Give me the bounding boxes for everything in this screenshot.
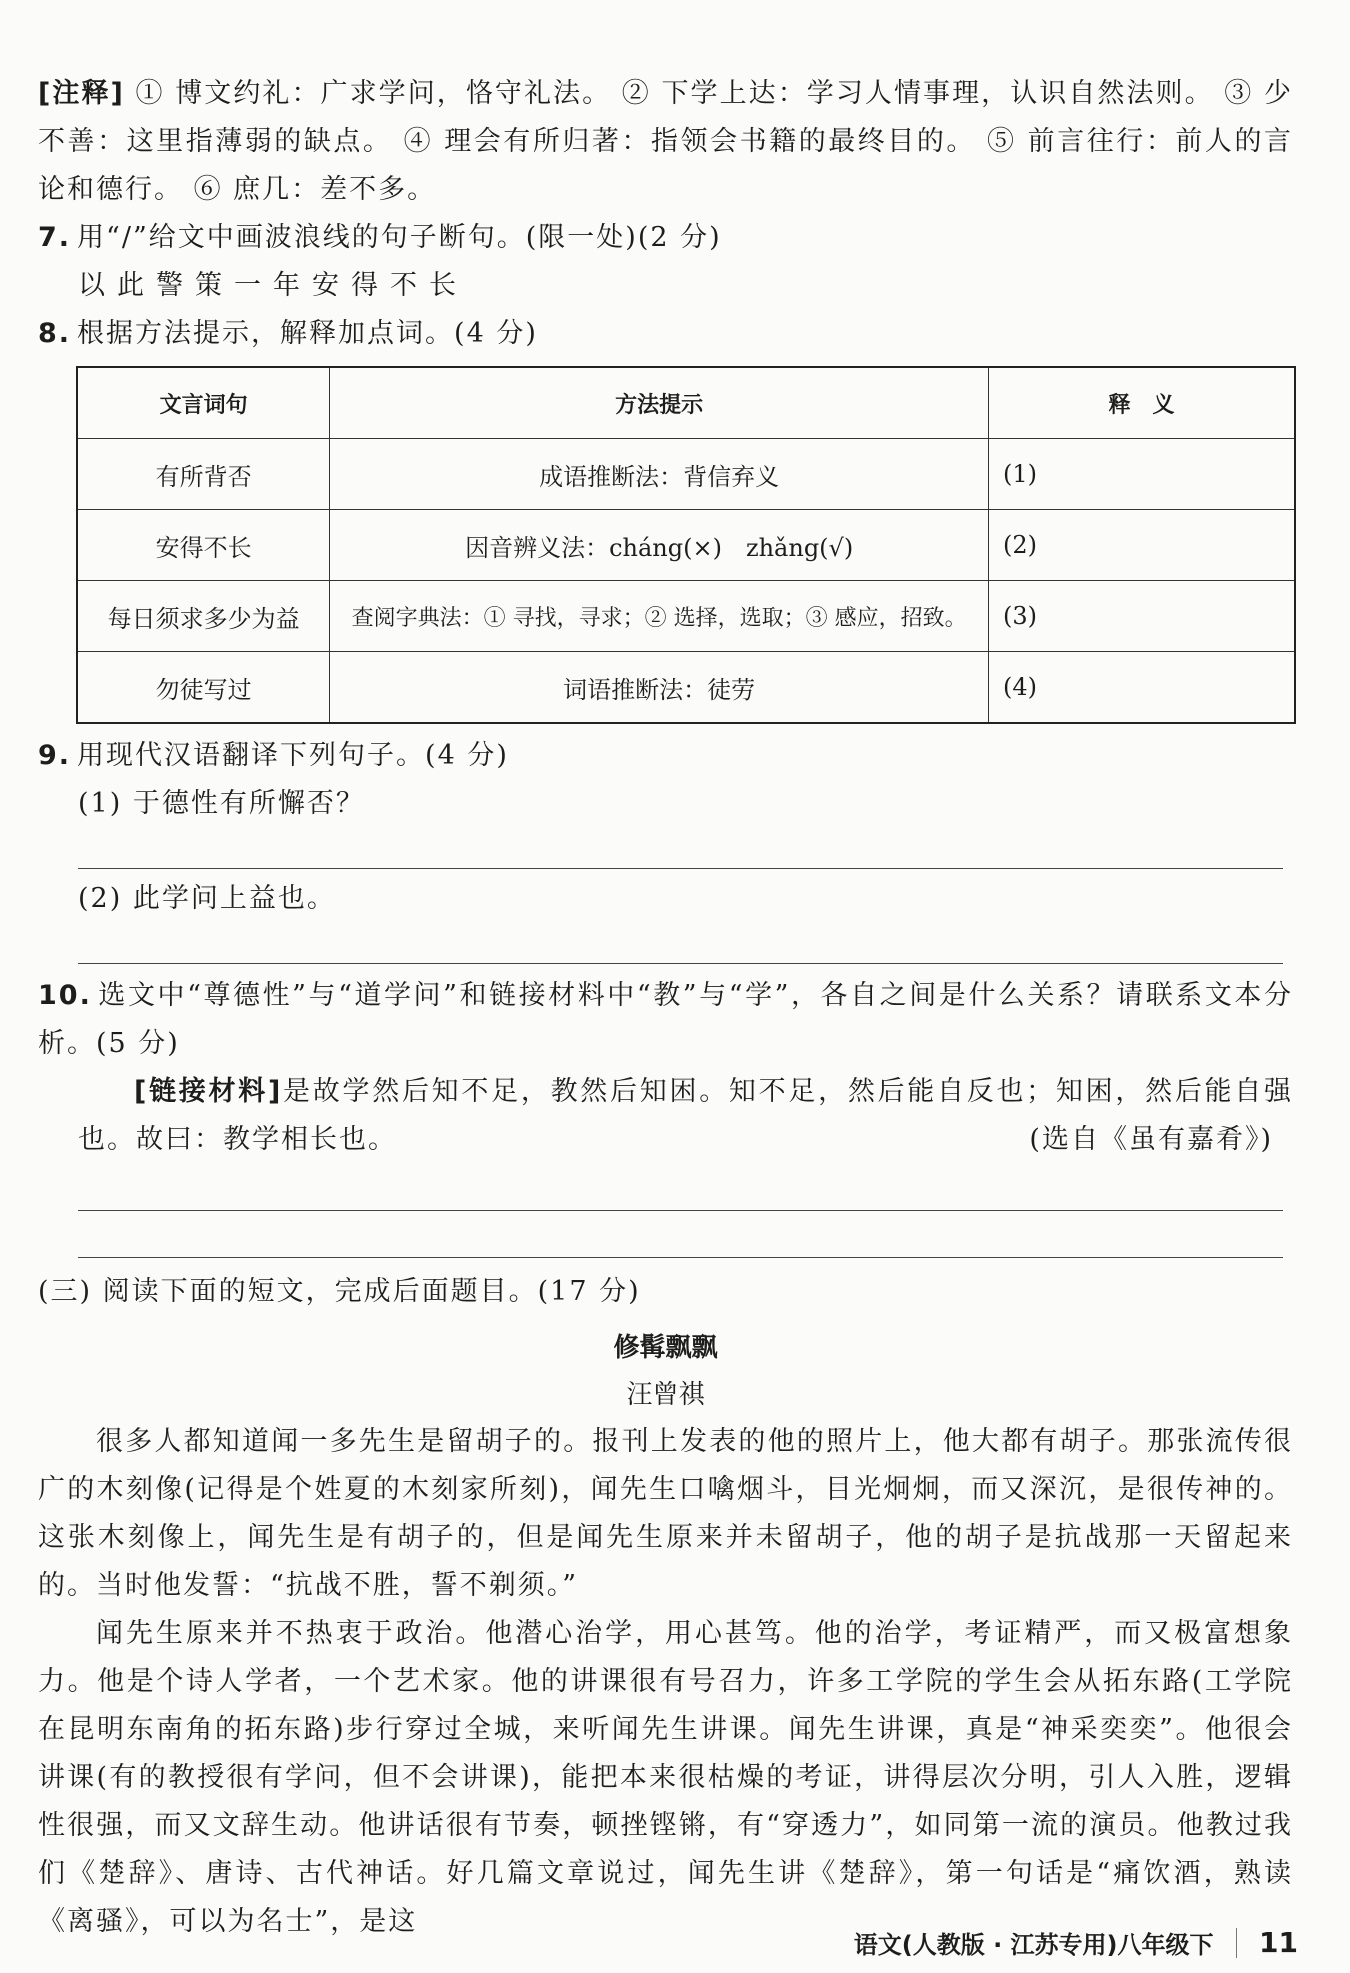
- answer-line[interactable]: [78, 923, 1283, 964]
- answer-cell[interactable]: (1): [989, 439, 1295, 510]
- table-row: [77, 510, 1295, 581]
- question-7-text: 用“/”给文中画波浪线的句子断句。(限一处)(2 分): [77, 222, 722, 253]
- answer-cell[interactable]: (2): [989, 510, 1295, 581]
- link-source: (选自《虽有嘉肴》): [1029, 1124, 1273, 1155]
- answer-line[interactable]: [78, 1211, 1283, 1258]
- table-cell: 勿徒写过: [77, 652, 330, 724]
- link-material-text: 是故学然后知不足，教然后知困。知不足，然后能自反也；知困，然后能自强也。故曰：教学相长也。: [78, 1076, 1293, 1155]
- footer-divider: [1236, 1928, 1238, 1958]
- notes-tag: [注释]: [38, 78, 125, 109]
- notes: [38, 70, 1293, 214]
- article-author: 汪曾祺: [626, 1380, 705, 1410]
- article-title: 修髯飘飘: [613, 1333, 718, 1363]
- section-3-heading: (三) 阅读下面的短文，完成后面题目。(17 分): [38, 1276, 641, 1307]
- question-7: [38, 214, 1293, 262]
- question-7-number: 7.: [38, 222, 72, 253]
- question-8: [38, 310, 1293, 358]
- link-material-tag: [链接材料]: [134, 1076, 283, 1107]
- article-paragraph: 很多人都知道闻一多先生是留胡子的。报刊上发表的他的照片上，他大都有胡子。那张流传很广的木刻像(记得是个姓夏的木刻家所刻)，闻先生口噙烟斗，目光炯炯，而又深沉，是很传神的。这张木刻像上，闻先生是有胡子的，但是闻先生原来并未留胡子，他的胡子是抗战那一天留起来的。当时他发誓：“抗战不胜，誓不剃须。”: [38, 1426, 1293, 1601]
- table-header: 方法提示: [330, 367, 989, 439]
- table-cell: 安得不长: [77, 510, 330, 581]
- question-10-number: 10.: [38, 980, 92, 1011]
- question-10: [38, 972, 1293, 1068]
- table-cell: 因音辨义法：cháng(×) zhǎng(√): [330, 510, 989, 581]
- table-cell: 每日须求多少为益: [77, 581, 330, 652]
- page-number: 11: [1259, 1926, 1298, 1959]
- table-row: [77, 581, 1295, 652]
- question-8-table: [76, 366, 1296, 724]
- question-9-item-2: (2) 此学问上益也。: [78, 883, 336, 914]
- question-9-number: 9.: [38, 740, 72, 771]
- answer-cell[interactable]: (3): [989, 581, 1295, 652]
- article-paragraph: 闻先生原来并不热衷于政治。他潜心治学，用心甚笃。他的治学，考证精严，而又极富想象力。他是个诗人学者，一个艺术家。他的讲课很有号召力，许多工学院的学生会从拓东路(工学院在昆明东南角的拓东路)步行穿过全城，来听闻先生讲课。闻先生讲课，真是“神采奕奕”。他很会讲课(有的教授很有学问，但不会讲课)，能把本来很枯燥的考证，讲得层次分明，引人入胜，逻辑性很强，而又文辞生动。他讲话很有节奏，顿挫铿锵，有“穿透力”，如同第一流的演员。他教过我们《楚辞》、唐诗、古代神话。好几篇文章说过，闻先生讲《楚辞》，第一句话是“痛饮酒，熟读《离骚》，可以为名士”，是这: [38, 1618, 1293, 1937]
- table-header: 释 义: [989, 367, 1295, 439]
- answer-line[interactable]: [78, 1164, 1283, 1211]
- table-header: 文言词句: [77, 367, 330, 439]
- question-9: [38, 732, 1293, 780]
- question-9-text: 用现代汉语翻译下列句子。(4 分): [77, 740, 509, 771]
- answer-cell[interactable]: (4): [989, 652, 1295, 724]
- question-8-number: 8.: [38, 318, 72, 349]
- table-cell: 有所背否: [77, 439, 330, 510]
- answer-line[interactable]: [78, 828, 1283, 869]
- question-9-item-1: (1) 于德性有所懈否？: [78, 788, 365, 819]
- table-row: [77, 652, 1295, 724]
- question-8-text: 根据方法提示，解释加点词。(4 分): [77, 318, 538, 349]
- notes-text: ① 博文约礼：广求学问，恪守礼法。 ② 下学上达：学习人情事理，认识自然法则。 ③ 少不善：这里指薄弱的缺点。 ④ 理会有所归著：指领会书籍的最终目的。 ⑤ 前言往行：前人的言论和德行。 ⑥ 庶几：差不多。: [38, 78, 1293, 205]
- table-cell: 成语推断法：背信弃义: [330, 439, 989, 510]
- table-header-row: [77, 367, 1295, 439]
- question-7-sentence: 以此警策一年安得不长: [78, 270, 468, 301]
- book-title: 语文(人教版 · 江苏专用)八年级下: [853, 1931, 1214, 1959]
- page-footer: [854, 1925, 1298, 1960]
- table-cell: 词语推断法：徒劳: [330, 652, 989, 724]
- question-10-text: 选文中“尊德性”与“道学问”和链接材料中“教”与“学”，各自之间是什么关系？请联系文本分析。(5 分): [38, 980, 1293, 1059]
- page-content: [38, 70, 1293, 1946]
- table-row: [77, 439, 1295, 510]
- table-cell: 查阅字典法：① 寻找，寻求；② 选择，选取；③ 感应，招致。: [330, 581, 989, 652]
